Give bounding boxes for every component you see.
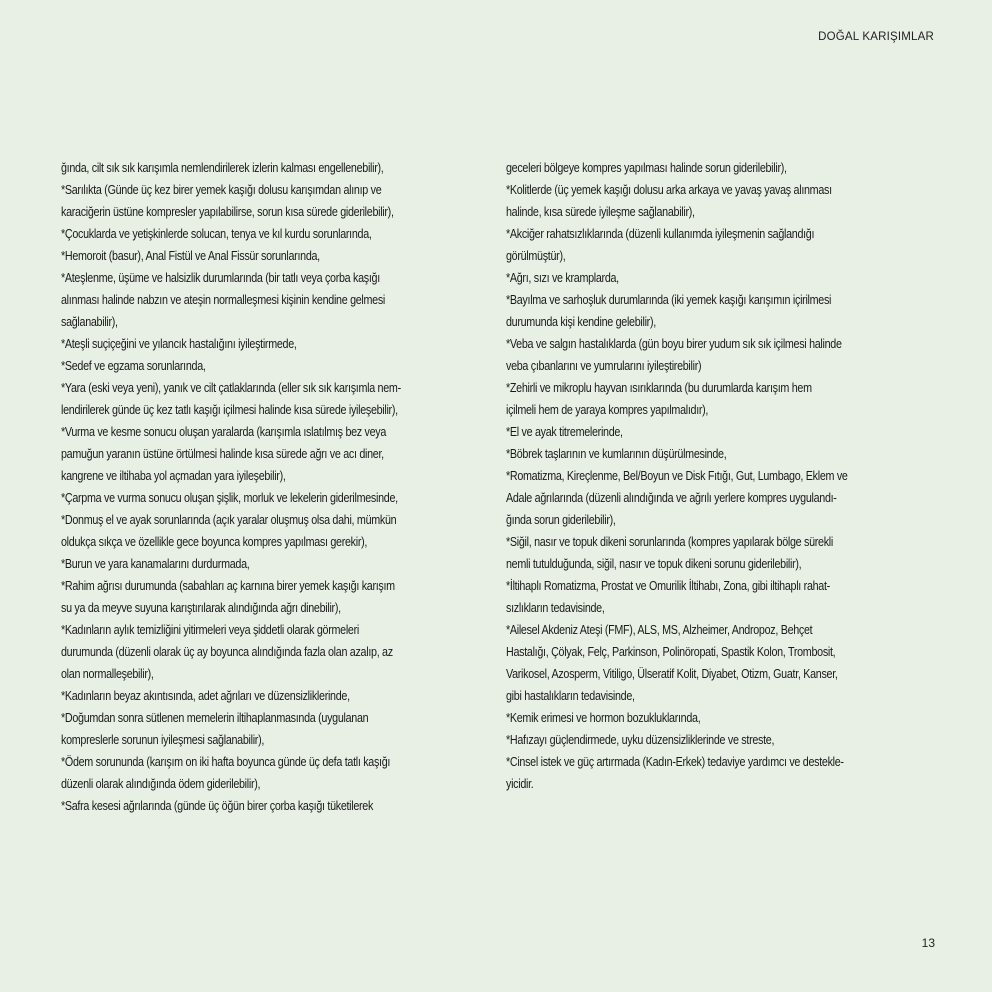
text-line: *Sarılıkta (Günde üç kez birer yemek kaşığı dolusu karışımdan alınıp ve xyxy=(61,183,382,197)
text-line: *Çarpma ve vurma sonucu oluşan şişlik, morluk ve lekelerin giderilmesinde, xyxy=(61,491,398,505)
text-line: *Ailesel Akdeniz Ateşi (FMF), ALS, MS, Alzheimer, Andropoz, Behçet xyxy=(506,623,813,637)
text-line: halinde, kısa sürede iyileşme sağlanabilir), xyxy=(506,205,695,219)
text-line: düzenli olarak alındığında ödem giderilebilir), xyxy=(61,777,261,791)
text-line: *Vurma ve kesme sonucu oluşan yaralarda (karışımla ıslatılmış bez veya xyxy=(61,425,387,439)
text-line: *Ateşlenme, üşüme ve halsizlik durumlarında (bir tatlı veya çorba kaşığı xyxy=(61,271,380,285)
text-line: *Bayılma ve sarhoşluk durumlarında (iki yemek kaşığı karışımın içirilmesi xyxy=(506,293,832,307)
text-line: *Ağrı, sızı ve kramplarda, xyxy=(506,271,619,285)
text-line: görülmüştür), xyxy=(506,249,566,263)
text-line: yicidir. xyxy=(506,777,534,791)
text-line: Adale ağrılarında (düzenli alındığında ve ağrılı yerlere kompres uygulandı- xyxy=(506,491,837,505)
text-line: içilmeli hem de yaraya kompres yapılmalıdır), xyxy=(506,403,709,417)
text-line: pamuğun yaranın üstüne örtülmesi halinde kısa sürede ağrı ve acı diner, xyxy=(61,447,384,461)
text-line: sızlıkların tedavisinde, xyxy=(506,601,605,615)
text-line: *Kemik erimesi ve hormon bozukluklarında, xyxy=(506,711,701,725)
text-line: *Doğumdan sonra sütlenen memelerin iltihaplanmasında (uygulanan xyxy=(61,711,369,725)
text-line: nemli tutulduğunda, siğil, nasır ve topuk dikeni sorunu giderilebilir), xyxy=(506,557,802,571)
text-line: kangrene ve iltihaba yol açmadan yara iyileşebilir), xyxy=(61,469,286,483)
text-line: Hastalığı, Çölyak, Felç, Parkinson, Polinöropati, Spastik Kolon, Trombosit, xyxy=(506,645,836,659)
text-line: *Sedef ve egzama sorunlarında, xyxy=(61,359,206,373)
text-line: *Böbrek taşlarının ve kumlarının düşürülmesinde, xyxy=(506,447,727,461)
text-line: gibi hastalıkların tedavisinde, xyxy=(506,689,635,703)
text-line: *Akciğer rahatsızlıklarında (düzenli kullanımda iyileşmenin sağlandığı xyxy=(506,227,815,241)
text-line: *Ödem sorununda (karışım on iki hafta boyunca günde üç defa tatlı kaşığı xyxy=(61,755,391,769)
text-line: su ya da meyve suyuna karıştırılarak alındığında ağrı dinebilir), xyxy=(61,601,341,615)
page-number: 13 xyxy=(921,936,935,950)
right-text-column xyxy=(506,157,938,795)
text-line: oldukça sıkça ve özellikle gece boyunca kompres yapılması gerekir), xyxy=(61,535,368,549)
text-line: *Kadınların beyaz akıntısında, adet ağrıları ve düzensizliklerinde, xyxy=(61,689,350,703)
text-line: durumunda (düzenli olarak üç ay boyunca alındığında fazla olan azalıp, az xyxy=(61,645,393,659)
text-line: geceleri bölgeye kompres yapılması halinde sorun giderilebilir), xyxy=(506,161,787,175)
text-line: *Kolitlerde (üç yemek kaşığı dolusu arka arkaya ve yavaş yavaş alınması xyxy=(506,183,832,197)
text-line: *Romatizma, Kireçlenme, Bel/Boyun ve Disk Fıtığı, Gut, Lumbago, Eklem ve xyxy=(506,469,848,483)
text-line: *Kadınların aylık temizliğini yitirmeleri veya şiddetli olarak görmeleri xyxy=(61,623,359,637)
text-line: *Siğil, nasır ve topuk dikeni sorunlarında (kompres yapılarak bölge sürekli xyxy=(506,535,833,549)
text-line: Varikosel, Azosperm, Vitiligo, Ülseratif Kolit, Diyabet, Otizm, Guatr, Kanser, xyxy=(506,667,838,681)
text-line: *Çocuklarda ve yetişkinlerde solucan, tenya ve kıl kurdu sorunlarında, xyxy=(61,227,372,241)
text-line: *Zehirli ve mikroplu hayvan ısırıklarında (bu durumlarda karışım hem xyxy=(506,381,812,395)
text-line: karaciğerin üstüne kompresler yapılabilirse, sorun kısa sürede giderilebilir), xyxy=(61,205,394,219)
text-line: ğında, cilt sık sık karışımla nemlendirilerek izlerin kalması engellenebilir), xyxy=(61,161,384,175)
text-line: *Safra kesesi ağrılarında (günde üç öğün birer çorba kaşığı tüketilerek xyxy=(61,799,374,813)
text-line: *Burun ve yara kanamalarını durdurmada, xyxy=(61,557,250,571)
section-header: DOĞAL KARIŞIMLAR xyxy=(818,31,934,43)
text-line: *Cinsel istek ve güç artırmada (Kadın-Erkek) tedaviye yardımcı ve destekle- xyxy=(506,755,844,769)
text-line: ğında sorun giderilebilir), xyxy=(506,513,616,527)
text-line: durumunda kişi kendine gelebilir), xyxy=(506,315,656,329)
text-line: kompreslerle sorunun iyileşmesi sağlanabilir), xyxy=(61,733,265,747)
text-line: *Rahim ağrısı durumunda (sabahları aç karnına birer yemek kaşığı karışım xyxy=(61,579,395,593)
text-line: alınması halinde nabzın ve ateşin normalleşmesi kişinin kendine gelmesi xyxy=(61,293,386,307)
text-line: *Veba ve salgın hastalıklarda (gün boyu birer yudum sık sık içilmesi halinde xyxy=(506,337,842,351)
text-line: *İltihaplı Romatizma, Prostat ve Omurilik İltihabı, Zona, gibi iltihaplı rahat- xyxy=(506,579,830,593)
text-line: *Hafızayı güçlendirmede, uyku düzensizliklerinde ve streste, xyxy=(506,733,775,747)
text-line: *Donmuş el ve ayak sorunlarında (açık yaralar oluşmuş olsa dahi, mümkün xyxy=(61,513,397,527)
text-line: olan normalleşebilir), xyxy=(61,667,154,681)
text-line: lendirilerek günde üç kez tatlı kaşığı içilmesi halinde kısa sürede iyileşebilir), xyxy=(61,403,398,417)
left-text-column xyxy=(61,157,493,817)
text-line: *Hemoroit (basur), Anal Fistül ve Anal Fissür sorunlarında, xyxy=(61,249,320,263)
text-line: veba çıbanlarını ve yumrularını iyileştirebilir) xyxy=(506,359,702,373)
text-line: *Yara (eski veya yeni), yanık ve cilt çatlaklarında (eller sık sık karışımla nem- xyxy=(61,381,401,395)
text-line: *El ve ayak titremelerinde, xyxy=(506,425,623,439)
text-line: sağlanabilir), xyxy=(61,315,118,329)
text-line: *Ateşli suçiçeğini ve yılancık hastalığını iyileştirmede, xyxy=(61,337,297,351)
